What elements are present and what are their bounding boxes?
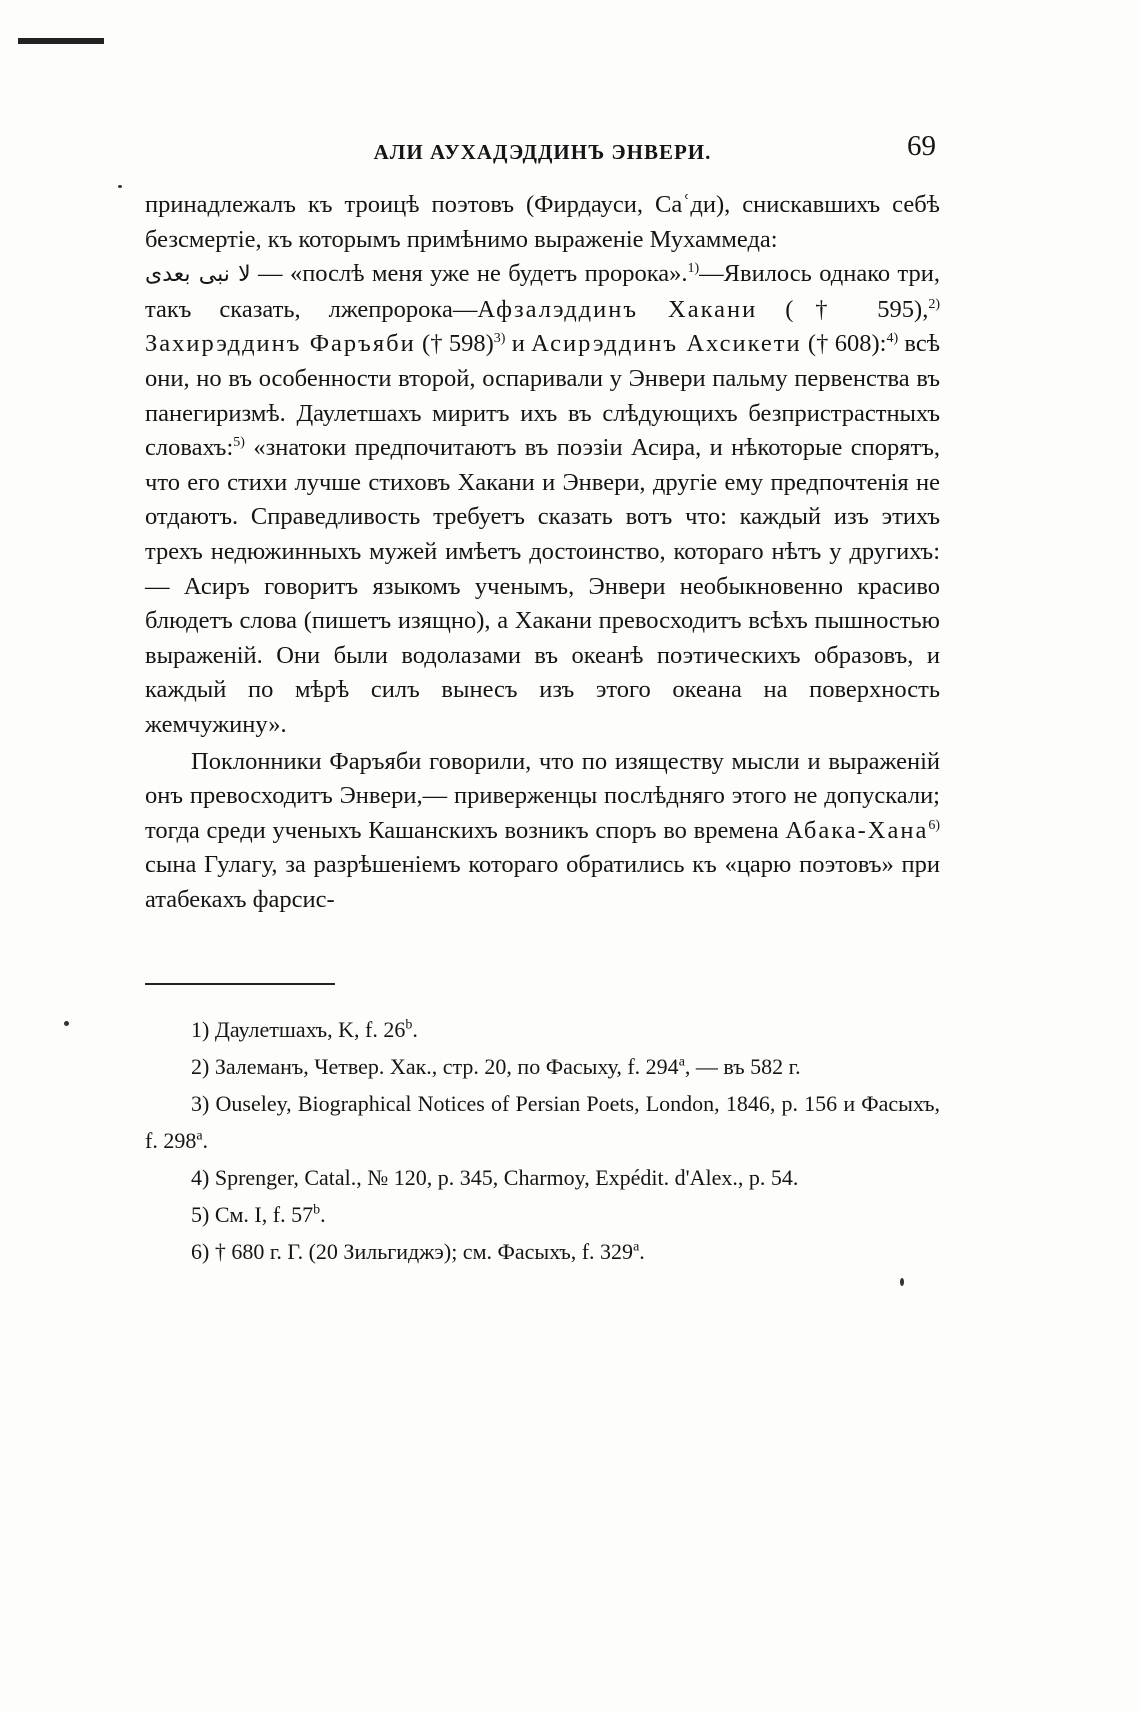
footnote-tail: .	[320, 1202, 326, 1228]
folio-side: a	[196, 1129, 203, 1145]
footnotes	[145, 1011, 940, 1270]
page-header	[145, 118, 940, 168]
footnote	[145, 1159, 940, 1196]
text-run: —Явилось однако три, такъ сказать, лжепророка—	[145, 260, 940, 323]
footnote-text: Ouseley, Biographical Notices of Persian Poets, London, 1846, p. 156 и Фасыхъ, f. 298	[145, 1091, 940, 1154]
footnote-mark: 5)	[191, 1202, 210, 1228]
footnote	[145, 1048, 940, 1085]
footnote-tail: .	[202, 1128, 209, 1154]
footnote	[145, 1011, 940, 1048]
poet-name: Афзалэддинъ Хакани	[477, 295, 758, 323]
footnote-ref: 5)	[233, 435, 245, 450]
paragraph-2	[145, 745, 940, 918]
footnote-mark: 3)	[191, 1091, 210, 1117]
folio-side: a	[633, 1240, 640, 1256]
poet-name: Асирэддинъ Ахсикети	[531, 330, 802, 358]
running-title: АЛИ АУХАДЭДДИНЪ ЭНВЕРИ.	[373, 140, 712, 164]
text-run: и	[505, 330, 532, 358]
footnote	[145, 1196, 940, 1233]
scan-speck	[900, 1278, 904, 1286]
footnote	[145, 1233, 940, 1270]
footnote-text: Sprenger, Catal., № 120, p. 345, Charmoy, Expédit. d'Alex., p. 54.	[209, 1165, 799, 1191]
footnote-ref: 1)	[687, 261, 700, 277]
footnote-mark: 2)	[191, 1054, 210, 1080]
footnote-ref: 3)	[493, 331, 506, 347]
folio-side: b	[313, 1203, 321, 1219]
text-run: «знатоки предпочитаютъ въ поэзіи Асира, и нѣкоторые спорятъ, что его стихи лучше стиховъ Хакани и Энвери, другіе ему предпочтенія не отдаютъ. Справедливость требуетъ сказать вотъ что: каждый изъ этихъ трехъ недюжинныхъ мужей имѣетъ достоинство, котораго нѣтъ у другихъ: — Асиръ говоритъ языкомъ ученымъ, Энвери необыкновенно красиво блюдетъ слова (пишетъ изящно), а Хакани превосходитъ всѣхъ пышностью выраженій. Они были водолазами въ океанѣ поэтическихъ образовъ, и каждый по мѣрѣ силъ вынесъ изъ этого океана на поверхность жемчужину».	[145, 434, 940, 738]
book-page	[145, 118, 940, 1270]
page-number: 69	[907, 130, 936, 162]
footnote-mark: 6)	[191, 1239, 210, 1265]
main-text	[145, 188, 940, 917]
text-run: принадлежалъ къ троицѣ поэтовъ (Фирдауси, Саʿди), снискавшихъ себѣ безсмертіе, къ которымъ примѣнимо выраженіе Мухаммеда:	[145, 191, 940, 253]
text-run: († 598)	[415, 330, 494, 358]
footnote-mark: 4)	[191, 1165, 210, 1191]
text-run: († 608):	[801, 330, 887, 358]
text-run: Поклонники Фаръяби говорили, что по изяществу мысли и выраженій онъ превосходитъ Энвери,— приверженцы послѣдняго этого не допускали; тогда среди ученыхъ Кашанскихъ возникъ споръ во времена	[145, 747, 940, 844]
scan-speck	[118, 185, 122, 188]
khan-name: Абака-Хана	[785, 816, 929, 844]
text-run: — «послѣ меня уже не будетъ пророка».	[250, 260, 688, 288]
footnote-tail: .	[412, 1017, 418, 1043]
scan-speck	[64, 1021, 69, 1026]
text-run: сына Гулагу, за разрѣшеніемъ котораго обратились къ «царю поэтовъ» при атабекахъ фарсис-	[145, 851, 940, 913]
poet-name: Захирэддинъ Фаръяби	[145, 330, 416, 358]
footnote-mark: 1)	[191, 1017, 210, 1043]
footnote-tail: .	[639, 1239, 645, 1265]
footnote-text: Даулетшахъ, K, f. 26	[209, 1017, 406, 1043]
footnote-text: Залеманъ, Четвер. Хак., стр. 20, по Фасыху, f. 294	[209, 1054, 679, 1080]
footnote-ref: 4)	[886, 331, 899, 347]
folio-side: a	[678, 1055, 685, 1071]
text-run: († 595),	[757, 295, 929, 323]
footnote-ref: 2)	[928, 296, 940, 312]
footnote-separator	[145, 983, 335, 985]
footnote-text: † 680 г. Г. (20 Зильгиджэ); см. Фасыхъ, f. 329	[209, 1239, 634, 1265]
text-run: всѣ они, но въ особенности второй, оспаривали у Энвери пальму первенства въ панегиризмѣ. Даулетшахъ миритъ ихъ въ слѣдующихъ безпристрастныхъ словахъ:	[145, 330, 940, 462]
paragraph-1	[145, 188, 940, 743]
arabic-quote: لا نبی بعدی	[145, 262, 251, 288]
folio-side: b	[405, 1018, 413, 1034]
corner-scan-mark	[18, 38, 104, 44]
footnote	[145, 1085, 940, 1159]
footnote-text: См. I, f. 57	[209, 1202, 314, 1228]
footnote-ref: 6)	[928, 817, 940, 833]
footnote-tail: , — въ 582 г.	[684, 1054, 801, 1080]
